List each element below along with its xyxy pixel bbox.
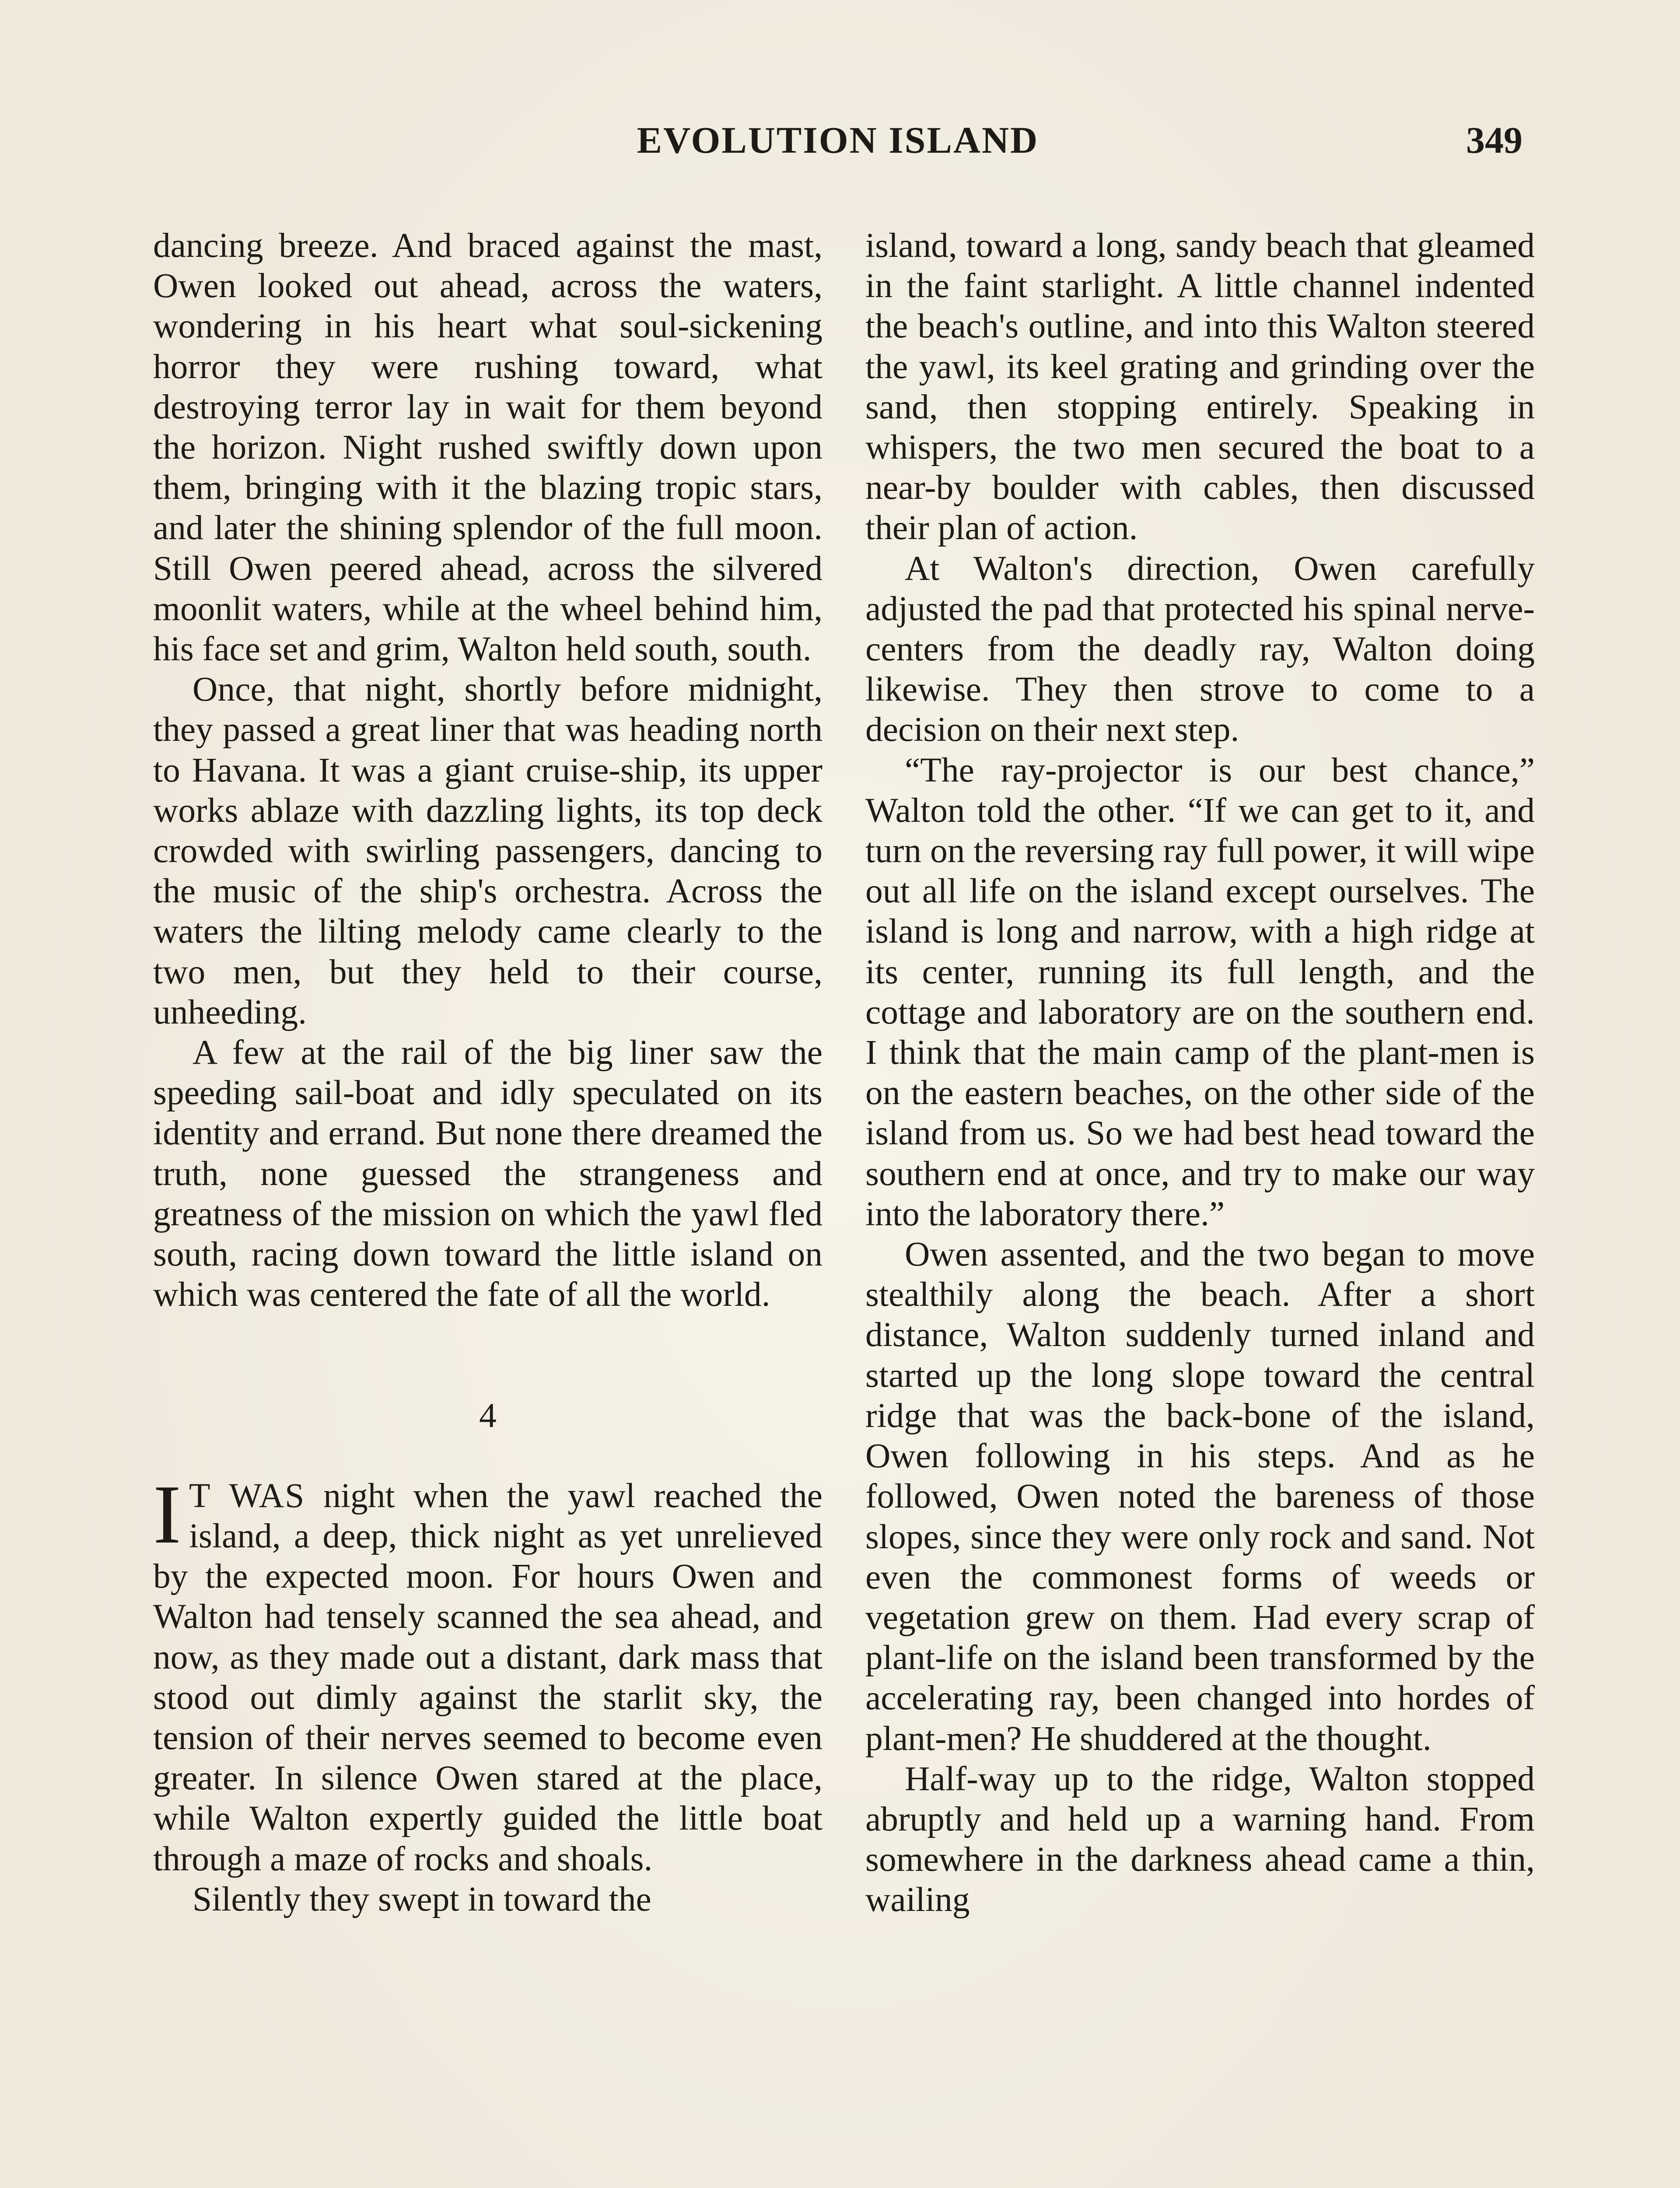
paragraph: Silently they swept in toward the	[192, 1879, 651, 1918]
drop-cap: I	[153, 1467, 181, 1561]
paragraph-text: night when the yawl reached the island, a deep, thick night as yet unrelieved by the expected moon. For hours Owen and Walton had tensely scanned the sea ahead, and now, as they made out a distant, dark mass that stood out dimly against the starlit sky, the tension of their nerves seemed to become even greater. In silence Owen stared at the place, while Walton expertly guided the little boat through a maze of rocks and shoals.	[153, 1476, 822, 1878]
left-column	[153, 225, 822, 1919]
running-title: EVOLUTION ISLAND	[637, 119, 1039, 161]
right-column	[865, 225, 1535, 1920]
section-number: 4	[479, 1396, 497, 1435]
small-caps-lead: T WAS	[189, 1476, 305, 1515]
paragraph: Owen assented, and the two began to move stealthily along the beach. After a short distance, Walton suddenly turned inland and started up the long slope toward the central ridge that was the back-bone of the island, Owen following in his steps. And as he followed, Owen noted the bareness of those slopes, since they were only rock and sand. Not even the commonest forms of weeds or vegetation grew on them. Had every scrap of plant-life on the island been transformed by the accelerating ray, been changed into hordes of plant-men? He shuddered at the thought.	[865, 1235, 1535, 1758]
paragraph: At Walton's direction, Owen carefully adjusted the pad that protected his spinal nerve-centers from the deadly ray, Walton doing likewise. They then strove to come to a decision on their next step.	[865, 549, 1535, 749]
page-number: 349	[1466, 119, 1522, 161]
paragraph: Once, that night, shortly before midnight, they passed a great liner that was heading north to Havana. It was a giant cruise-ship, its upper works ablaze with dazzling lights, its top deck crowded with swirling passengers, dancing to the music of the ship's orchestra. Across the waters the lilting melody came clearly to the two men, but they held to their course, unheeding.	[153, 670, 822, 1031]
paragraph: “The ray-projector is our best chance,” Walton told the other. “If we can get to it, and turn on the reversing ray full power, it will wipe out all life on the island except ourselves. The island is long and narrow, with a high ridge at its center, running its full length, and the cottage and laboratory are on the southern end. I think that the main camp of the plant-men is on the eastern beaches, on the other side of the island from us. So we had best head toward the southern end at once, and try to make our way into the laboratory there.”	[865, 750, 1535, 1233]
paragraph: dancing breeze. And braced against the mast, Owen looked out ahead, across the waters, wondering in his heart what soul-sickening horror they were rushing toward, what destroying terror lay in wait for them beyond the horizon. Night rushed swiftly down upon them, bringing with it the blazing tropic stars, and later the shining splendor of the full moon. Still Owen peered ahead, across the silvered moonlit waters, while at the wheel behind him, his face set and grim, Walton held south, south.	[153, 226, 822, 669]
running-head	[153, 118, 1522, 171]
paragraph: A few at the rail of the big liner saw the speeding sail-boat and idly speculated on its identity and errand. But none there dreamed the truth, none guessed the strangeness and greatness of the mission on which the yawl fled south, racing down toward the little island on which was centered the fate of all the world.	[153, 1033, 822, 1314]
chapter-opening-paragraph	[153, 1467, 822, 1879]
paragraph: island, toward a long, sandy beach that gleamed in the faint starlight. A little channel indented the beach's outline, and into this Walton steered the yawl, its keel grating and grinding over the sand, then stopping entirely. Speaking in whispers, the two men secured the boat to a near-by boulder with cables, then discussed their plan of action.	[865, 226, 1535, 547]
paragraph: Half-way up to the ridge, Walton stopped abruptly and held up a warning hand. From somewhere in the darkness ahead came a thin, wailing	[865, 1759, 1535, 1919]
